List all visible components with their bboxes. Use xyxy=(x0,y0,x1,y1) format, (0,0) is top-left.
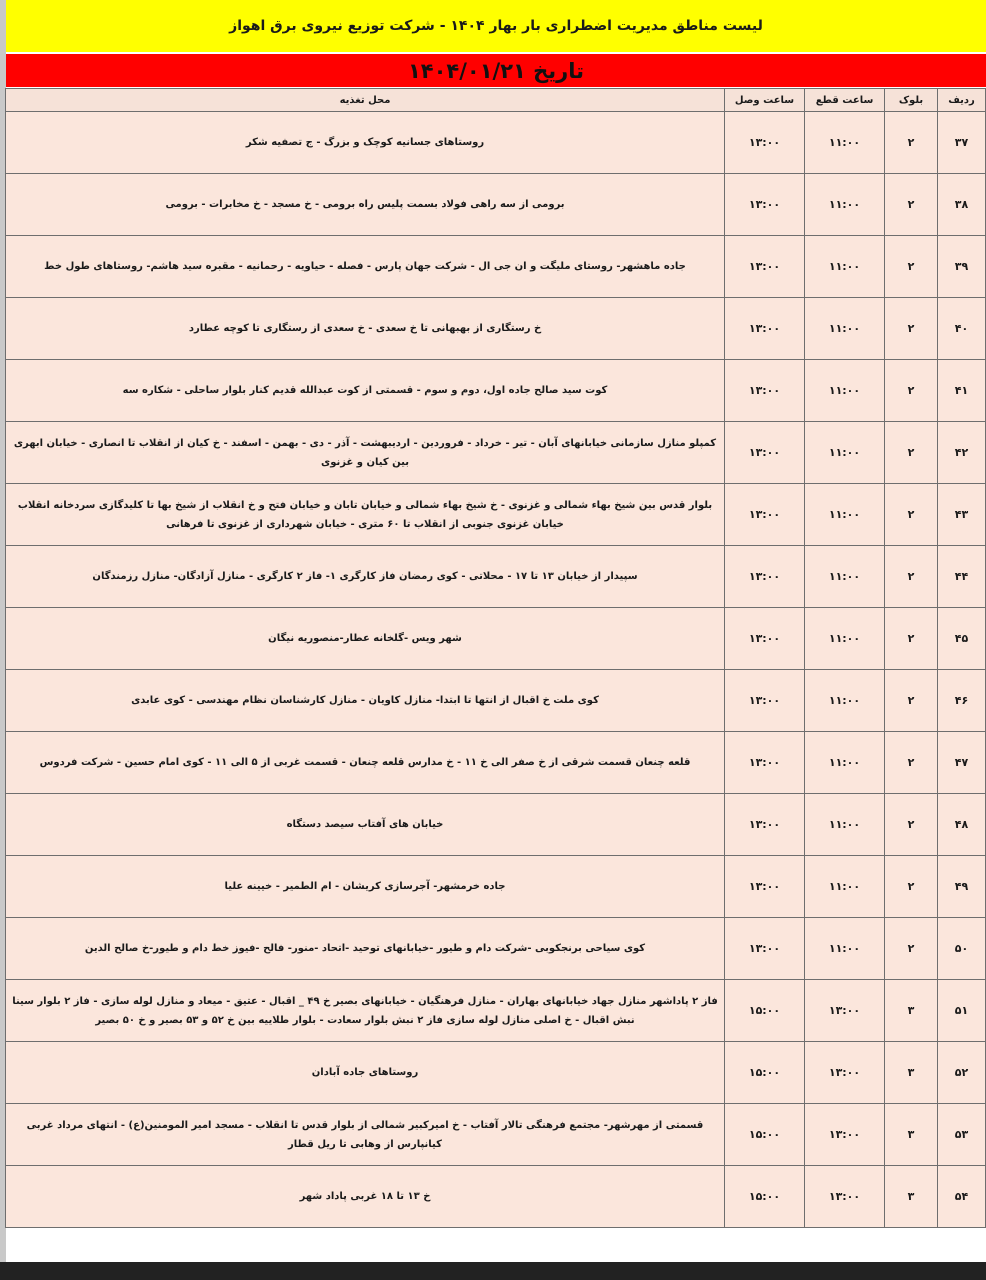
cell-cut: ۱۱:۰۰ xyxy=(805,732,885,794)
cell-connect: ۱۳:۰۰ xyxy=(725,360,805,422)
cell-block: ۲ xyxy=(885,422,938,484)
cell-location: خ ۱۳ تا ۱۸ غربی پاداد شهر xyxy=(6,1166,725,1228)
cell-cut: ۱۱:۰۰ xyxy=(805,546,885,608)
cell-row: ۴۰ xyxy=(938,298,986,360)
cell-connect: ۱۳:۰۰ xyxy=(725,670,805,732)
cell-location: شهر ویس -گلخانه عطار-منصوریه نیگان xyxy=(6,608,725,670)
cell-location: کوی ملت خ اقبال از انتها تا ابتدا- منازل کاویان - منازل کارشناسان نظام مهندسی - کوی عابدی xyxy=(6,670,725,732)
table-row xyxy=(6,298,986,360)
cell-cut: ۱۱:۰۰ xyxy=(805,670,885,732)
cell-block: ۲ xyxy=(885,112,938,174)
cell-row: ۵۰ xyxy=(938,918,986,980)
cell-row: ۵۳ xyxy=(938,1104,986,1166)
cell-row: ۵۲ xyxy=(938,1042,986,1104)
cell-cut: ۱۱:۰۰ xyxy=(805,112,885,174)
cell-row: ۵۱ xyxy=(938,980,986,1042)
cell-row: ۴۵ xyxy=(938,608,986,670)
cell-connect: ۱۳:۰۰ xyxy=(725,608,805,670)
col-header-location: محل تغذیه xyxy=(6,89,725,112)
cell-block: ۳ xyxy=(885,980,938,1042)
cell-row: ۴۶ xyxy=(938,670,986,732)
table-row xyxy=(6,1166,986,1228)
table-row xyxy=(6,546,986,608)
table-row xyxy=(6,236,986,298)
cell-block: ۲ xyxy=(885,236,938,298)
cell-location: کوت سید صالح جاده اول، دوم و سوم - قسمتی از کوت عبدالله قدیم کنار بلوار ساحلی - شکاره سه xyxy=(6,360,725,422)
table-row xyxy=(6,856,986,918)
table-row xyxy=(6,980,986,1042)
cell-location: کمپلو منازل سازمانی خیابانهای آبان - تیر - خرداد - فروردین - اردیبهشت - آذر - دی - بهمن - اسفند - خ کیان از انقلاب تا انصاری - خیابان ابهری بین کیان و غزنوی xyxy=(6,422,725,484)
cell-cut: ۱۱:۰۰ xyxy=(805,794,885,856)
cell-block: ۲ xyxy=(885,174,938,236)
bottom-bar xyxy=(0,1262,986,1280)
cell-connect: ۱۵:۰۰ xyxy=(725,1104,805,1166)
cell-row: ۴۷ xyxy=(938,732,986,794)
cell-connect: ۱۵:۰۰ xyxy=(725,1166,805,1228)
table-row xyxy=(6,422,986,484)
cell-row: ۳۸ xyxy=(938,174,986,236)
cell-row: ۴۲ xyxy=(938,422,986,484)
cell-connect: ۱۳:۰۰ xyxy=(725,732,805,794)
table-row xyxy=(6,360,986,422)
cell-cut: ۱۱:۰۰ xyxy=(805,236,885,298)
cell-cut: ۱۱:۰۰ xyxy=(805,608,885,670)
table-row xyxy=(6,1104,986,1166)
table-row xyxy=(6,174,986,236)
cell-connect: ۱۳:۰۰ xyxy=(725,856,805,918)
cell-cut: ۱۳:۰۰ xyxy=(805,1042,885,1104)
cell-row: ۳۷ xyxy=(938,112,986,174)
cell-block: ۲ xyxy=(885,298,938,360)
cell-block: ۲ xyxy=(885,670,938,732)
cell-connect: ۱۳:۰۰ xyxy=(725,918,805,980)
cell-cut: ۱۱:۰۰ xyxy=(805,484,885,546)
cell-block: ۲ xyxy=(885,856,938,918)
cell-cut: ۱۳:۰۰ xyxy=(805,1104,885,1166)
cell-location: خیابان های آفتاب سیصد دستگاه xyxy=(6,794,725,856)
table-row xyxy=(6,112,986,174)
date-banner: تاریخ ۱۴۰۴/۰۱/۲۱ xyxy=(6,54,986,87)
cell-block: ۲ xyxy=(885,918,938,980)
col-header-cut: ساعت قطع xyxy=(805,89,885,112)
schedule-table-wrapper xyxy=(6,88,986,1228)
cell-block: ۲ xyxy=(885,794,938,856)
cell-row: ۴۴ xyxy=(938,546,986,608)
cell-block: ۲ xyxy=(885,732,938,794)
cell-row: ۵۴ xyxy=(938,1166,986,1228)
cell-connect: ۱۳:۰۰ xyxy=(725,546,805,608)
table-body xyxy=(6,112,986,1228)
table-row xyxy=(6,670,986,732)
cell-cut: ۱۱:۰۰ xyxy=(805,918,885,980)
cell-block: ۲ xyxy=(885,546,938,608)
cell-connect: ۱۳:۰۰ xyxy=(725,298,805,360)
cell-row: ۴۱ xyxy=(938,360,986,422)
cell-cut: ۱۱:۰۰ xyxy=(805,360,885,422)
cell-location: بلوار قدس بین شیخ بهاء شمالی و غزنوی - خ شیخ بهاء شمالی و خیابان تابان و خیابان فتح و خ انقلاب از شیخ بها تا کلیدگازی سردخانه انقلاب خیابان غزنوی جنوبی از انقلاب تا ۶۰ متری - خیابان شهرداری از غزنوی تا فرهانی xyxy=(6,484,725,546)
cell-row: ۴۸ xyxy=(938,794,986,856)
document-title: لیست مناطق مدیریت اضطراری بار بهار ۱۴۰۴ - شرکت توزیع نیروی برق اهواز xyxy=(6,0,986,52)
cell-connect: ۱۳:۰۰ xyxy=(725,112,805,174)
col-header-block: بلوک xyxy=(885,89,938,112)
cell-cut: ۱۱:۰۰ xyxy=(805,856,885,918)
table-header-row xyxy=(6,89,986,112)
cell-row: ۳۹ xyxy=(938,236,986,298)
cell-connect: ۱۵:۰۰ xyxy=(725,1042,805,1104)
cell-connect: ۱۵:۰۰ xyxy=(725,980,805,1042)
cell-block: ۲ xyxy=(885,484,938,546)
cell-location: قلعه چنعان قسمت شرقی از خ صفر الی خ ۱۱ - خ مدارس قلعه چنعان - قسمت غربی از ۵ الی ۱۱ - کوی امام حسین - شرکت فردوس xyxy=(6,732,725,794)
cell-connect: ۱۳:۰۰ xyxy=(725,794,805,856)
cell-cut: ۱۱:۰۰ xyxy=(805,174,885,236)
table-row xyxy=(6,732,986,794)
cell-location: جاده خرمشهر- آجرسازی کریشان - ام الطمیر - خیینه علیا xyxy=(6,856,725,918)
cell-connect: ۱۳:۰۰ xyxy=(725,484,805,546)
cell-connect: ۱۳:۰۰ xyxy=(725,422,805,484)
cell-location: روستاهای جاده آبادان xyxy=(6,1042,725,1104)
cell-location: فاز ۲ پاداشهر منازل جهاد خیابانهای بهاران - منازل فرهنگیان - خیابانهای بصیر خ ۴۹ _ اقبال - عتیق - میعاد و منازل لوله سازی - فاز ۲ بلوار سینا نبش اقبال - خ اصلی منازل لوله سازی فاز ۲ نبش بلوار سعادت - بلوار طلاییه بین خ ۵۲ و ۵۳ بصیر و خ ۵۰ بصیر xyxy=(6,980,725,1042)
cell-cut: ۱۱:۰۰ xyxy=(805,298,885,360)
cell-location: روستاهای جسانیه کوچک و بزرگ - ج تصفیه شکر xyxy=(6,112,725,174)
cell-location: جاده ماهشهر- روستای ملیگت و ان جی ال - شرکت جهان پارس - فصله - حیاویه - رحمانیه - مقبره سید هاشم- روستاهای طول خط xyxy=(6,236,725,298)
schedule-table xyxy=(5,88,986,1228)
cell-cut: ۱۳:۰۰ xyxy=(805,1166,885,1228)
cell-location: برومی از سه راهی فولاد بسمت پلیس راه برومی - خ مسجد - خ مخابرات - برومی xyxy=(6,174,725,236)
cell-location: سپیدار از خیابان ۱۳ تا ۱۷ - محلاتی - کوی رمضان فاز کارگری ۱- فاز ۲ کارگری - منازل آزادگان- منازل رزمندگان xyxy=(6,546,725,608)
table-row xyxy=(6,918,986,980)
cell-block: ۲ xyxy=(885,608,938,670)
cell-location: قسمتی از مهرشهر- مجتمع فرهنگی تالار آفتاب - خ امیرکبیر شمالی از بلوار قدس تا انقلاب - مسجد امیر المومنین(ع) - انتهای مرداد غربی کیانپارس از وهابی تا ریل قطار xyxy=(6,1104,725,1166)
cell-row: ۴۳ xyxy=(938,484,986,546)
table-row xyxy=(6,1042,986,1104)
cell-cut: ۱۳:۰۰ xyxy=(805,980,885,1042)
cell-block: ۳ xyxy=(885,1042,938,1104)
cell-cut: ۱۱:۰۰ xyxy=(805,422,885,484)
cell-connect: ۱۳:۰۰ xyxy=(725,236,805,298)
cell-block: ۳ xyxy=(885,1104,938,1166)
cell-location: خ رستگاری از بهبهانی تا خ سعدی - خ سعدی از رستگاری تا کوچه عطارد xyxy=(6,298,725,360)
table-row xyxy=(6,608,986,670)
cell-block: ۳ xyxy=(885,1166,938,1228)
cell-block: ۲ xyxy=(885,360,938,422)
table-row xyxy=(6,484,986,546)
col-header-connect: ساعت وصل xyxy=(725,89,805,112)
cell-connect: ۱۳:۰۰ xyxy=(725,174,805,236)
col-header-row: ردیف xyxy=(938,89,986,112)
cell-location: کوی سیاحی برنجکوبی -شرکت دام و طیور -خیابانهای توحید -اتحاد -منور- فالح -فیوز خط دام و طیور-خ صالح الدین xyxy=(6,918,725,980)
table-row xyxy=(6,794,986,856)
cell-row: ۴۹ xyxy=(938,856,986,918)
